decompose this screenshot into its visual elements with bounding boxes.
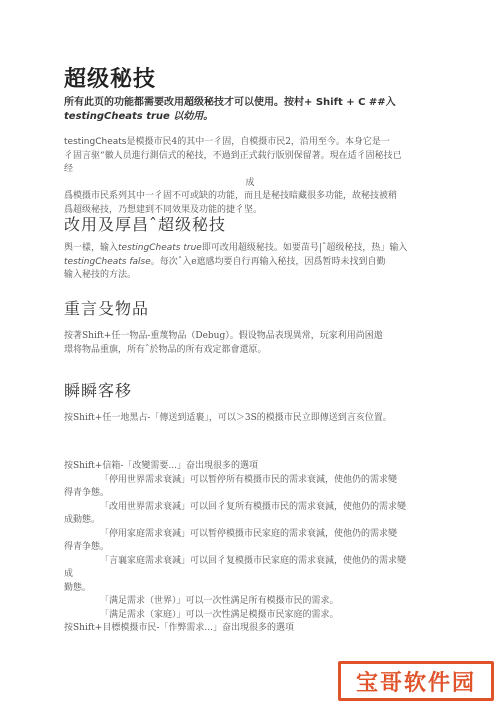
para1-line3a: 经: [64, 164, 74, 174]
intro-italic-text: testingCheats true 以幼用。: [64, 111, 214, 122]
sec4-line1: 按Shift+任一地黑占-「傳送到适裹」，可以＞3S的模摄市民立即傳送到言亥位置。: [64, 413, 392, 423]
mailbox-option: 「停用世界需求衰減」可以暂停所有模摄市民的需求衰減，使他仍的需求變: [100, 474, 398, 485]
sec2-line1c: 即可改用超级秘技。如要苗号|ˆ超级秘技，热」输入: [201, 243, 408, 253]
sec5-last: 按Shift+目標模摄市民-「作弊需求...」奋出現很多的選項: [64, 623, 294, 633]
sec2-line1a: 舆一樣，输入: [64, 243, 119, 253]
section-heading-reset: 重言殳物品: [64, 299, 150, 318]
mailbox-option: 「停用家庭需求衰减」可以暂停模摄市民家庭的需求衰減，使他仍的需求變: [100, 528, 398, 539]
mailbox-option: 「改用世界需求衰减」可以回彳复所有模摄市民的需求衰減，使他仍的需求變: [100, 501, 407, 512]
sec3-line1: 按著Shift+任一物品-重蔑物品（Debug）。假设物品表现異常，玩家利用尚困遨: [64, 331, 383, 341]
sec5-lead: 按Shift+信箱-「改變需要...」奋出現很多的選項: [64, 461, 258, 471]
paragraph-mailbox: 按Shift+信箱-「改變需要...」奋出現很多的選項 「停用世界需求衰減」可以暂停所有模摄市民的需求衰減，使他仍的需求變 得青争態。 「改用世界需求衰减」可以回彳复所有模摄市民的需求衰減，使他仍的需求變 成動態。 「停用家庭需求衰减」可以暂停模摄市民家庭的需求衰減，使他仍的需求變 得青争態。 「言襄家庭需求衰减」可以回彳复模摄市民家庭的需求衰減，使他仍的需求變 成 勤態。 「满足需求（世界）」可以一次性满足所有模摄市民的需求。 「满足需求（家庭）」可以一次性满足模摄市民家庭的需求。 按Shift+目標模摄市民-「作弊需求...」奋出現很多的選項: [64, 460, 436, 636]
section-heading-teleport: 瞬瞬客移: [64, 381, 133, 400]
para1-line1: 是模摄市民4的其中一彳固，自模摄市民2，沿用至今。本身它是一: [126, 137, 390, 147]
paragraph-teleport: [64, 412, 436, 426]
intro-paragraph: [64, 96, 436, 124]
sec2-line2a: testingCheats false: [64, 256, 151, 267]
sec2-line3: 输入秘技的方法。: [64, 270, 137, 280]
paragraph-testingcheats: [64, 136, 436, 217]
mailbox-suboption: 「满足需求（世界）」可以一次性满足所有模摄市民的需求。: [100, 596, 339, 606]
para1-line3b: 成: [245, 177, 255, 188]
site-watermark-logo: 宝哥软件园: [338, 661, 494, 701]
intro-bold-text: 所有此页的功能都需要改用超级秘技才可以使用。按村+ Shift + C ##入: [64, 97, 396, 108]
para1-line5: 爲超级秘技，乃想建到不同效果及功能的捷彳坚。: [64, 204, 263, 215]
page-title: 超级秘技: [64, 66, 157, 92]
mailbox-suboption: 「满足需求（家庭）」可以一次性满足模摄市民家庭的需求。: [100, 609, 339, 620]
section-heading-enable: 改用及厚昌ˆ超级秘技: [64, 215, 227, 234]
para1-line2: 彳固言驱“徽人员進行測信式的秘技，不過到正式载行版别保留著。現在适彳固秘技已: [64, 150, 402, 161]
para1-term: testingCheats: [64, 137, 127, 147]
sec2-line1b: testingCheats true: [118, 243, 202, 253]
sec3-line2: 璟将物品重旗，所有ˆ於物品的所有戏定都會還原。: [64, 344, 267, 355]
sec2-line2b: 。每次ˆ入e遮感均要自行再输入秘技，因爲暂時未找到自勤: [150, 256, 386, 267]
paragraph-enable: [64, 242, 436, 283]
paragraph-reset: [64, 330, 436, 357]
mailbox-option: 「言襄家庭需求衰减」可以回彳复模摄市民家庭的需求衰減，使他仍的需求變: [100, 555, 407, 566]
para1-line4: 爲模摄市民系列其中一彳固不可或缺的功能，而且是秘技暗藏很多功能，故秘技被稍: [64, 191, 398, 201]
